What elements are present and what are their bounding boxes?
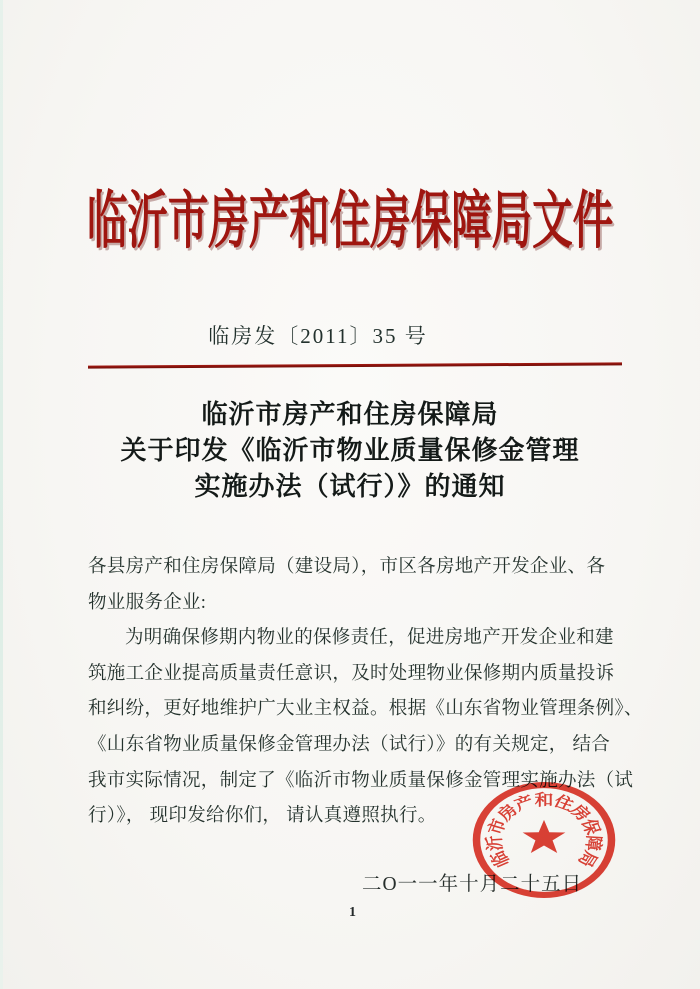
body-line-5: 我市实际情况，制定了《临沂市物业质量保修金管理实施办法（试 bbox=[88, 770, 634, 791]
body-line-2: 筑施工企业提高质量责任意识，及时处理物业保修期内质量投诉 bbox=[88, 663, 615, 684]
page-number: 1 bbox=[349, 905, 356, 920]
document-number: 临房发〔2011〕35 号 bbox=[208, 324, 428, 348]
svg-text:房: 房 bbox=[565, 801, 595, 825]
svg-text:产: 产 bbox=[511, 792, 538, 815]
body-line-6: 行）》， 现印发给你们， 请认真遵照执行。 bbox=[88, 806, 437, 827]
red-divider-line bbox=[88, 362, 622, 368]
svg-text:沂: 沂 bbox=[483, 834, 508, 852]
svg-text:保: 保 bbox=[576, 816, 604, 838]
star-icon bbox=[523, 820, 566, 853]
svg-text:障: 障 bbox=[580, 834, 605, 852]
svg-text:和: 和 bbox=[534, 791, 554, 810]
salutation-line-2: 物业服务企业: bbox=[88, 592, 207, 613]
body-line-4: 《山东省物业质量保修金管理办法（试行）》的有关规定， 结合 bbox=[88, 734, 611, 755]
official-seal bbox=[469, 779, 619, 901]
svg-text:房: 房 bbox=[493, 801, 523, 825]
issue-date: 二O一一年十月二十五日 bbox=[362, 874, 583, 895]
svg-text:市: 市 bbox=[484, 816, 512, 838]
notice-title-line-2: 关于印发《临沂市物业质量保修金管理 bbox=[120, 436, 580, 465]
agency-header-title: 临沂市房产和住房保障局文件 bbox=[86, 186, 614, 257]
svg-text:局: 局 bbox=[572, 847, 602, 870]
body-line-3: 和纠纷，更好地维护广大业主权益。根据《山东省物业管理条例》、 bbox=[88, 699, 643, 720]
svg-text:临: 临 bbox=[486, 847, 516, 870]
notice-title-line-1: 临沂市房产和住房保障局 bbox=[201, 400, 499, 429]
salutation-line-1: 各县房产和住房保障局（建设局），市区各房地产开发企业、各 bbox=[88, 557, 606, 577]
svg-text:住: 住 bbox=[550, 792, 577, 815]
notice-title bbox=[0, 397, 700, 505]
notice-title-line-3: 实施办法（试行）》的通知 bbox=[194, 472, 506, 501]
body-line-1: 为明确保修期内物业的保修责任，促进房地产开发企业和建 bbox=[125, 628, 614, 649]
